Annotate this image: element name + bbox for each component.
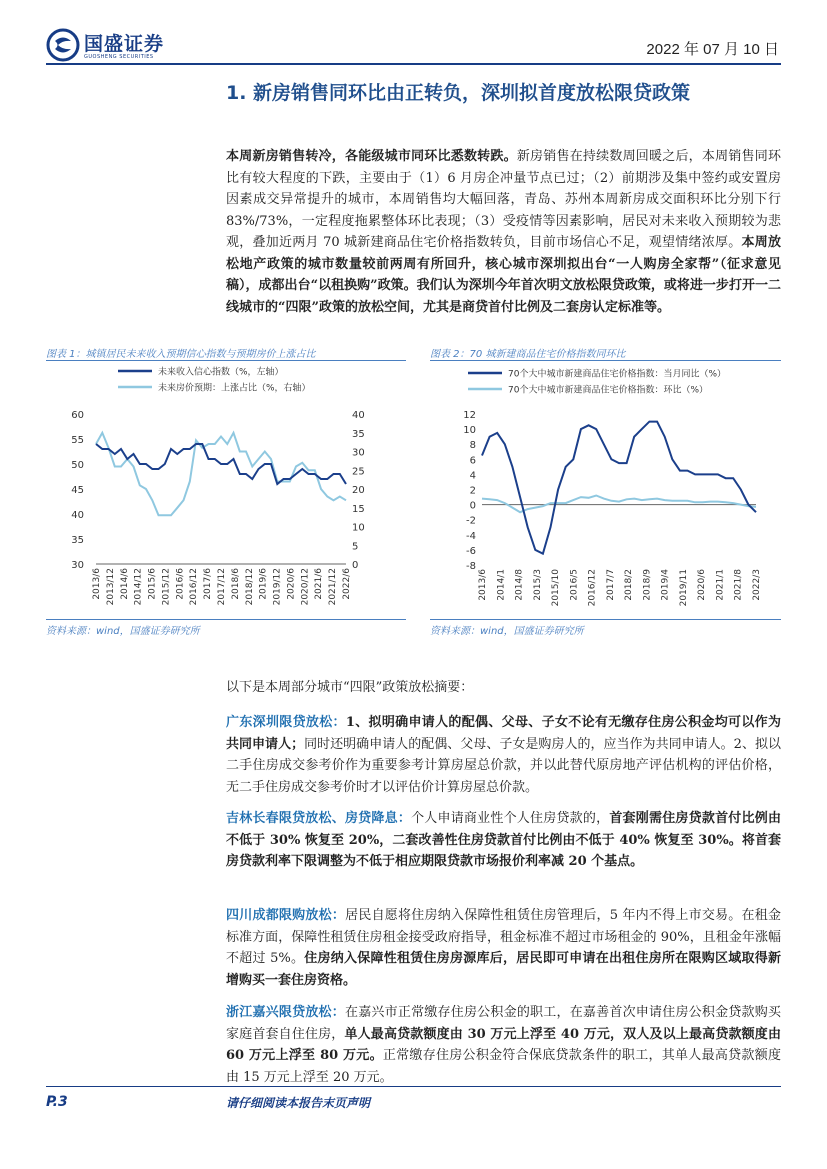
intro-body: 新房销售在持续数周回暖之后，本周销售同环比有较大程度的下跌，主要由于（1）6 月房企冲量节点已过；（2）前期涉及集中签约或安置房因素成交异常提升的城市，本周销售均大幅回落，青岛、苏州本周新房成交面积环比分别下行 83%/73%，一定程度拖累整体环比表现；（3）受疫情等因素影响，居民对未来收入预期较为悲观，叠加近两月 70 城新建商品住宅价格指数转负，目前市场信心不足，观望情绪浓厚。 <box>226 149 781 250</box>
chart1-title: 图表 1：城镇居民未来收入预期信心指数与预期房价上涨占比 <box>46 349 316 360</box>
y-tick-label: -4 <box>466 530 476 542</box>
x-tick-label: 2020/12 <box>300 568 311 606</box>
x-tick-label: 2020/6 <box>286 568 297 600</box>
chart1-source: 资料来源：wind，国盛证券研究所 <box>46 626 200 637</box>
policy-chengdu <box>226 905 781 991</box>
policy-changchun <box>226 808 781 873</box>
x-tick-label: 2017/12 <box>217 568 227 606</box>
policy-label: 广东深圳限贷放松： <box>226 715 346 730</box>
chart2-bottom-rule <box>430 619 781 620</box>
y-tick-label: 4 <box>469 470 476 482</box>
y-left-tick-label: 55 <box>71 435 84 446</box>
policy-text: 单人最高贷款额度由 30 万元上浮至 40 万元，双人及以上最高贷款额度由 60 万元上浮至 80 万元。 <box>226 1026 781 1063</box>
logo-mark-icon <box>46 28 80 62</box>
y-tick-label: 10 <box>463 425 476 437</box>
chart1-bottom-rule <box>46 619 406 620</box>
y-right-tick-label: 10 <box>352 522 365 534</box>
policy-text: 在嘉兴市正常缴存住房公积金的职工，在嘉善首次申请住房公积金贷款购买家庭首套自住住房， <box>226 1005 781 1042</box>
logo-subtitle: GUOSHENG SECURITIES <box>84 54 154 60</box>
x-tick-label: 2021/12 <box>328 568 339 606</box>
policy-shenzhen <box>226 712 781 798</box>
x-tick-label: 2019/4 <box>660 569 671 601</box>
x-tick-label: 2016/6 <box>175 568 186 600</box>
footer-divider <box>46 1086 781 1087</box>
section-title: 1. 新房销售同环比由正转负，深圳拟首度放松限贷政策 <box>226 82 691 104</box>
x-tick-label: 2016/5 <box>569 569 580 601</box>
intro-paragraph <box>226 146 781 318</box>
y-right-tick-label: 5 <box>352 541 359 553</box>
x-tick-label: 2014/8 <box>514 569 525 601</box>
y-tick-label: -8 <box>466 561 476 572</box>
y-right-tick-label: 0 <box>352 560 359 571</box>
page-number: P.3 <box>46 1094 68 1110</box>
x-tick-label: 2014/6 <box>119 568 130 600</box>
policy-jiaxing <box>226 1002 781 1088</box>
x-tick-label: 2016/12 <box>587 569 598 607</box>
y-left-tick-label: 45 <box>71 485 84 496</box>
x-tick-label: 2015/6 <box>147 568 158 600</box>
report-date: 2022 年 07 月 10 日 <box>646 41 779 58</box>
policy-text: 首套刚需住房贷款首付比例由不低于 30% 恢复至 20%，二套改善性住房贷款首付比例由不低于 40% 恢复至 30%。将首套房贷款利率下限调整为不低于相应期限贷款市场报价利率减 20 个基点。 <box>226 811 781 869</box>
policy-label: 浙江嘉兴限贷放松： <box>226 1005 345 1020</box>
chart2-top-rule <box>430 360 781 361</box>
x-tick-label: 2019/6 <box>258 568 269 600</box>
company-logo <box>46 28 176 64</box>
legend-label: 未来收入信心指数（%，左轴） <box>158 367 284 378</box>
policy-text: 正常缴存住房公积金符合保底贷款条件的职工，其单人最高贷款额度由 15 万元上浮至 20 万元。 <box>226 1048 781 1085</box>
x-tick-label: 2013/6 <box>478 569 488 601</box>
legend-label: 未来房价预期：上涨占比（%，右轴） <box>158 383 311 394</box>
series-line-yoy <box>482 422 756 554</box>
x-tick-label: 2015/10 <box>551 569 562 607</box>
x-tick-label: 2018/12 <box>244 568 255 606</box>
policy-text: 住房纳入保障性租赁住房房源库后，居民即可申请在出租住房所在限购区域取得新增购买一套住房资格。 <box>226 951 781 988</box>
policy-text: 1、拟明确申请人的配偶、父母、子女不论有无缴存住房公积金均可以作为共同申请人； <box>226 715 781 752</box>
x-tick-label: 2022/3 <box>752 569 762 601</box>
y-right-tick-label: 35 <box>352 428 365 440</box>
x-tick-label: 2015/12 <box>161 568 172 606</box>
policy-text: 同时还明确申请人的配偶、父母、子女是购房人的，应当作为共同申请人。2、拟以二手住房成交参考价作为重要参考计算房屋总价款，并以此替代原房地产评估机构的评估价格，无二手住房成交参考价时才以评估价计算房屋总价款。 <box>226 736 781 795</box>
policy-label: 四川成都限购放松： <box>226 908 346 923</box>
policy-text: 居民自愿将住房纳入保障性租赁住房管理后，5 年内不得上市交易。在租金标准方面，保障性租赁住房租金接受政府指导，租金标准不超过市场租金的 90%，且租金年涨幅不超过 5%。 <box>226 908 781 966</box>
logo-text: 国盛证券 <box>84 33 165 55</box>
x-tick-label: 2021/8 <box>733 569 744 601</box>
x-tick-label: 2017/7 <box>605 569 616 601</box>
y-left-tick-label: 50 <box>71 460 84 471</box>
x-tick-label: 2019/12 <box>272 568 283 606</box>
y-left-tick-label: 40 <box>71 510 84 521</box>
x-tick-label: 2015/3 <box>532 569 543 601</box>
x-tick-label: 2020/6 <box>697 569 708 601</box>
y-left-tick-label: 35 <box>71 535 84 546</box>
y-tick-label: 12 <box>463 410 476 421</box>
y-tick-label: -6 <box>466 545 476 557</box>
y-right-tick-label: 25 <box>352 466 365 478</box>
x-tick-label: 2013/12 <box>105 568 116 606</box>
x-tick-label: 2016/12 <box>189 568 200 606</box>
header-divider <box>46 63 781 65</box>
y-tick-label: 6 <box>469 455 476 467</box>
x-tick-label: 2021/6 <box>314 568 325 600</box>
x-tick-label: 2018/2 <box>624 569 635 601</box>
chart1-top-rule <box>46 360 406 361</box>
y-left-tick-label: 60 <box>71 410 84 421</box>
chart2-svg <box>430 362 781 618</box>
y-right-tick-label: 40 <box>352 410 365 421</box>
legend-label: 70个大中城市新建商品住宅价格指数：环比（%） <box>508 385 709 396</box>
y-tick-label: 0 <box>469 500 476 512</box>
y-left-tick-label: 30 <box>71 560 84 571</box>
chart2-title: 图表 2：70 城新建商品住宅价格指数同环比 <box>430 349 626 360</box>
y-right-tick-label: 30 <box>352 447 365 459</box>
x-tick-label: 2017/6 <box>203 568 214 600</box>
x-tick-label: 2018/9 <box>642 569 653 601</box>
series-line-income-confidence <box>96 444 346 484</box>
x-tick-label: 2019/11 <box>678 569 689 607</box>
x-tick-label: 2018/6 <box>230 568 241 600</box>
chart1-svg <box>46 362 406 618</box>
footer-disclaimer: 请仔细阅读本报告末页声明 <box>226 1096 371 1110</box>
y-tick-label: -2 <box>466 515 476 527</box>
x-tick-label: 2014/12 <box>133 568 144 606</box>
legend-label: 70个大中城市新建商品住宅价格指数：当月同比（%） <box>508 369 727 380</box>
policy-text: 个人申请商业性个人住房贷款的， <box>411 811 610 826</box>
x-tick-label: 2014/1 <box>496 569 507 601</box>
x-tick-label: 2022/6 <box>342 568 352 600</box>
y-tick-label: 8 <box>469 440 476 452</box>
policy-summary-intro: 以下是本周部分城市“四限”政策放松摘要： <box>226 680 474 695</box>
intro-bold-lead: 本周新房销售转冷，各能级城市同环比悉数转跌。 <box>226 149 517 164</box>
intro-bold-tail: 本周放松地产政策的城市数量较前两周有所回升，核心城市深圳拟出台“一人购房全家帮”（征求意见稿），成都出台“以租换购”政策。我们认为深圳今年首次明文放松限贷政策，或将进一步打开一二线城市的“四限”政策的放松空间，尤其是商贷首付比例及二套房认定标准等。 <box>226 235 781 315</box>
chart2-source: 资料来源：wind，国盛证券研究所 <box>430 626 584 637</box>
y-right-tick-label: 20 <box>352 485 365 496</box>
x-tick-label: 2021/1 <box>715 569 726 601</box>
y-tick-label: 2 <box>469 485 476 497</box>
y-right-tick-label: 15 <box>352 503 365 515</box>
x-tick-label: 2013/6 <box>92 568 102 600</box>
policy-label: 吉林长春限贷放松、房贷降息： <box>226 811 412 826</box>
